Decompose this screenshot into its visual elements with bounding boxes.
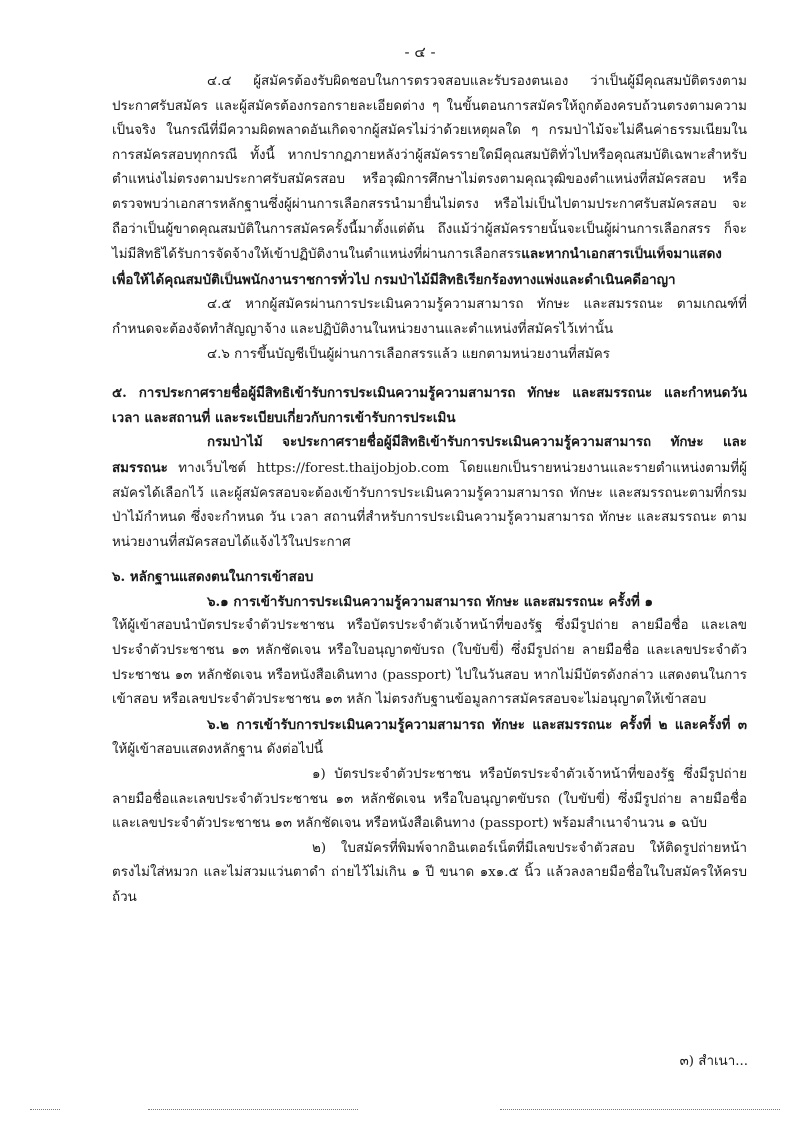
scan-edge-mark [148, 1109, 358, 1110]
section-6-heading: ๖. หลักฐานแสดงตนในการเข้าสอบ [112, 569, 314, 586]
section-6-2-tail: ให้ผู้เข้าสอบแสดงหลักฐาน ดังต่อไปนี้ [112, 742, 324, 758]
page-number: - ๔ - [404, 43, 436, 61]
section-6-1-heading: ๖.๑ การเข้ารับการประเมินความรู้ความสามารถ ทักษะ และสมรรถนะ ครั้งที่ ๑ [207, 593, 654, 610]
list-item-1: ๑) บัตรประจำตัวประชาชน หรือบัตรประจำตัวเจ้าหน้าที่ของรัฐ ซึ่งมีรูปถ่าย ลายมือชื่อและเลขประจำตัวประชาชน ๑๓ หลักชัดเจน หรือใบอนุญาตขับรถ (ใบขับขี่) ซึ่งมีรูปถ่าย ลายมือชื่อ และเลขประจำตัวประชาชน ๑๓ หลักชัดเจน หรือหนังสือเดินทาง (passport) พร้อมสำเนาจำนวน ๑ ฉบับ [112, 767, 747, 832]
section-5-body [112, 430, 747, 555]
paragraph-4-4 [112, 70, 747, 293]
section-6-2-heading: ๖.๒ การเข้ารับการประเมินความรู้ความสามารถ ทักษะ และสมรรถนะ ครั้งที่ ๒ และครั้งที่ ๓ [207, 716, 747, 733]
document-body [112, 70, 747, 911]
section-6-2 [112, 713, 747, 763]
paragraph-4-4-bold: และหากนำเอกสารเป็นเท็จมาแสดง เพื่อให้ได้คุณสมบัติเป็นพนักงานราชการทั่วไป กรมป่าไม้มีสิทธิเรียกร้องทางแพ่งและดำเนินคดีอาญา [112, 246, 722, 288]
scan-edge-mark [500, 1109, 780, 1110]
section-6-1-body: ให้ผู้เข้าสอบนำบัตรประจำตัวประชาชน หรือบัตรประจำตัวเจ้าหน้าที่ของรัฐ ซึ่งมีรูปถ่าย ลายมือชื่อ และเลขประจำตัวประชาชน ๑๓ หลักชัดเจน หรือใบอนุญาตขับรถ (ใบขับขี่) ซึ่งมีรูปถ่าย ลายมือชื่อ และเลขประจำตัวประชาชน ๑๓ หลักชัดเจน หรือหนังสือเดินทาง (passport) ไปในวันสอบ หากไม่มีบัตรดังกล่าว แสดงตนในการเข้าสอบ หรือเลขประจำตัวประชาชน ๑๓ หลัก ไม่ตรงกับฐานข้อมูลการสมัครสอบจะไม่อนุญาตให้เข้าสอบ [112, 618, 747, 708]
section-5-lead: กรมป่าไม้ จะประกาศรายชื่อผู้มีสิทธิเข้ารับการประเมินความรู้ความสามารถ ทักษะ และสมรรถนะ [112, 434, 747, 476]
paragraph-4-6: ๔.๖ การขึ้นบัญชีเป็นผู้ผ่านการเลือกสรรแล้ว แยกตามหน่วยงานที่สมัคร [207, 346, 610, 362]
list-item-2: ๒) ใบสมัครที่พิมพ์จากอินเตอร์เน็ตที่มีเลขประจำตัวสอบ ให้ติดรูปถ่ายหน้าตรงไม่ใส่หมวก และไม่สวมแว่นตาดำ ถ่ายไว้ไม่เกิน ๑ ปี ขนาด ๑x๑.๕ นิ้ว แล้วลงลายมือชื่อในใบสมัครให้ครบถ้วน [112, 840, 747, 905]
paragraph-4-5: ๔.๕ หากผู้สมัครผ่านการประเมินความรู้ความสามารถ ทักษะ และสมรรถนะ ตามเกณฑ์ที่กำหนดจะต้องจัดทำสัญญาจ้าง และปฏิบัติงานในหน่วยงานและตำแหน่งที่สมัครไว้เท่านั้น [112, 297, 747, 337]
paragraph-4-4-text: ๔.๔ ผู้สมัครต้องรับผิดชอบในการตรวจสอบและรับรองตนเอง ว่าเป็นผู้มีคุณสมบัติตรงตามประกาศรับสมัคร และผู้สมัครต้องกรอกรายละเอียดต่าง ๆ ในขั้นตอนการสมัครให้ถูกต้องครบถ้วนตรงตามความเป็นจริง ในกรณีที่มีความผิดพลาดอันเกิดจากผู้สมัครไม่ว่าด้วยเหตุผลใด ๆ กรมป่าไม้จะไม่คืนค่าธรรมเนียมในการสมัครสอบทุกกรณี ทั้งนี้ หากปรากฏภายหลังว่าผู้สมัครรายใดมีคุณสมบัติทั่วไปหรือคุณสมบัติเฉพาะสำหรับตำแหน่งไม่ตรงตามประกาศรับสมัครสอบ หรือวุฒิการศึกษาไม่ตรงตามคุณวุฒิของตำแหน่งที่สมัครสอบ หรือตรวจพบว่าเอกสารหลักฐานซึ่งผู้ผ่านการเลือกสรรนำมายื่นไม่ตรง หรือไม่เป็นไปตามประกาศรับสมัครสอบ จะถือว่าเป็นผู้ขาดคุณสมบัติในการสมัครครั้งนี้มาตั้งแต่ต้น ถึงแม้ว่าผู้สมัครรายนั้นจะเป็นผู้ผ่านการเลือกสรร ก็จะไม่มีสิทธิได้รับการจัดจ้างให้เข้าปฏิบัติงานในตำแหน่งที่ผ่านการเลือกสรร [112, 74, 747, 263]
continued-marker: ๓) สำเนา... [679, 1054, 748, 1069]
section-5-heading: ๕. การประกาศรายชื่อผู้มีสิทธิเข้ารับการประเมินความรู้ความสามารถ ทักษะ และสมรรถนะ และกำหนดวัน เวลา และสถานที่ และระเบียบเกี่ยวกับการเข้ารับการประเมิน [112, 385, 747, 426]
section-5-text: ทางเว็บไซต์ https://forest.thaijobjob.com โดยแยกเป็นรายหน่วยงานและรายตำแหน่งตามที่ผู้สมัครได้เลือกไว้ และผู้สมัครสอบจะต้องเข้ารับการประเมินความรู้ความสามารถ ทักษะ และสมรรถนะตามที่กรมป่าไม้กำหนด ซึ่งจะกำหนด วัน เวลา สถานที่สำหรับการประเมินความรู้ความสามารถ ทักษะ และสมรรถนะ ตามหน่วยงานที่สมัครสอบได้แจ้งไว้ในประกาศ [112, 460, 747, 550]
scan-edge-mark [30, 1109, 60, 1110]
